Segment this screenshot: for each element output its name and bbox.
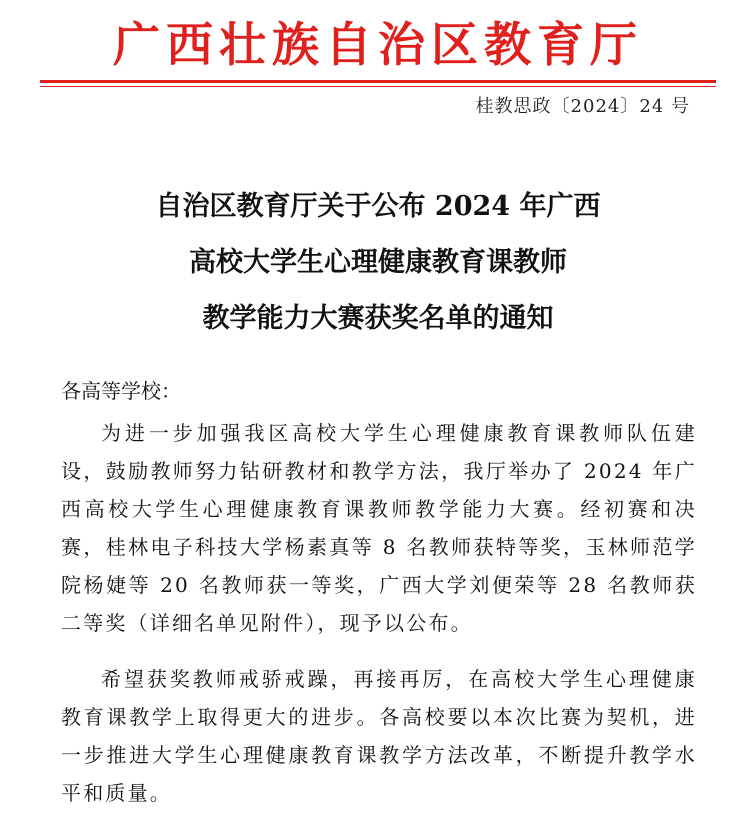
body-paragraph-2: 希望获奖教师戒骄戒躁，再接再厉，在高校大学生心理健康教育课教学上取得更大的进步。各高校要以本次比赛为契机，进一步推进大学生心理健康教育课教学方法改革，不断提升教学水平和质量。 (61, 667, 697, 805)
document-number: 桂教思政〔2024〕24 号 (475, 96, 690, 117)
body-paragraph-1: 为进一步加强我区高校大学生心理健康教育课教师队伍建设，鼓励教师努力钻研教材和教学方法，我厅举办了 2024 年广西高校大学生心理健康教育课教师教学能力大赛。经初赛和决赛，桂林电子科技大学杨素真等 8 名教师获特等奖，玉林师范学院杨婕等 20 名教师获一等奖，广西大学刘便荣等 28 名教师获二等奖（详细名单见附件），现予以公布。 (61, 421, 697, 635)
document-masthead: 广西壮族自治区教育厅 (113, 18, 643, 73)
salutation: 各高等学校： (61, 379, 181, 403)
masthead-red-rule-thin (40, 86, 716, 87)
title-line-2: 高校大学生心理健康教育课教师 (189, 247, 567, 278)
masthead-red-rule-thick (40, 80, 716, 83)
title-line-3: 教学能力大赛获奖名单的通知 (202, 303, 554, 334)
document-title (0, 179, 756, 347)
title-line-1: 自治区教育厅关于公布 2024 年广西 (155, 191, 601, 222)
